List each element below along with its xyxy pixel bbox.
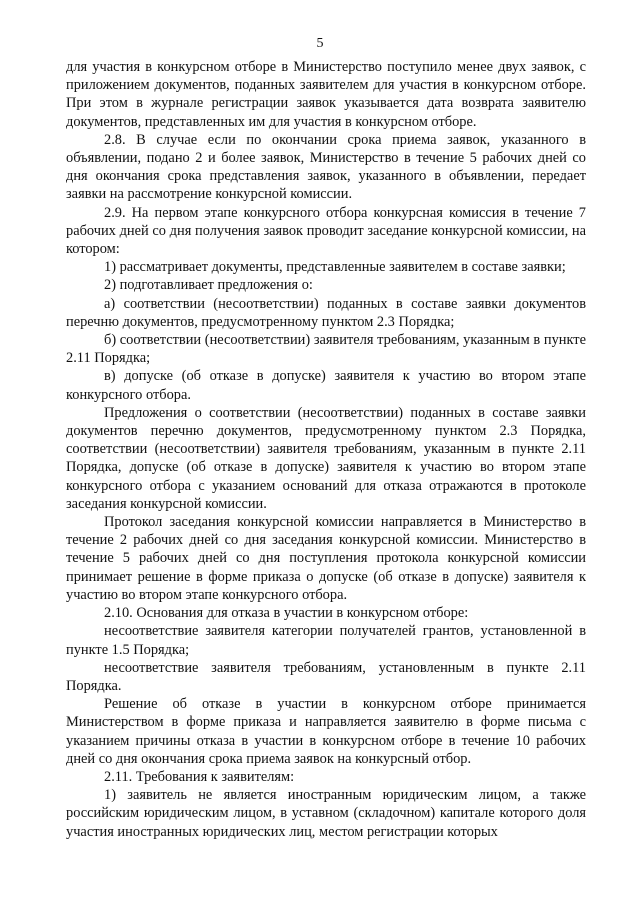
paragraph: для участия в конкурсном отборе в Министерство поступило менее двух заявок, с приложением документов, поданных заявителем для участия в конкурсном отборе. При этом в журнале регистрации заявок указывается дата возврата заявителю документов, представленных им для участия в конкурсном отборе.	[66, 59, 586, 130]
paragraph: несоответствие заявителя категории получателей грантов, установленной в пункте 1.5 Порядка;	[66, 623, 586, 658]
page-number: 5	[316, 36, 324, 51]
paragraph: 2.10. Основания для отказа в участии в конкурсном отборе:	[104, 605, 469, 622]
paragraph: 2.9. На первом этапе конкурсного отбора конкурсная комиссия в течение 7 рабочих дней со дня получения заявок проводит заседание конкурсной комиссии, на котором:	[66, 204, 586, 258]
paragraph: Решение об отказе в участии в конкурсном отборе принимается Министерством в форме приказа и направляется заявителю в форме письма с указанием причины отказа в участии в конкурсном отборе в течение 10 рабочих дней со дня окончания срока приема заявок на конкурсный отбор.	[66, 696, 586, 767]
paragraph: в) допуске (об отказе в допуске) заявителя к участию во втором этапе конкурсного отбора.	[66, 368, 586, 403]
paragraph: б) соответствии (несоответствии) заявителя требованиям, указанным в пункте 2.11 Порядка;	[66, 332, 586, 367]
paragraph: Протокол заседания конкурсной комиссии направляется в Министерство в течение 2 рабочих дней со дня заседания конкурсной комиссии. Министерство в течение 5 рабочих дней со дня поступления протокола конкурсной комиссии принимает решение в форме приказа о допуске (об отказе в допуске) заявителя к участию во втором этапе конкурсного отбора.	[66, 514, 586, 603]
paragraph: 1) заявитель не является иностранным юридическим лицом, а также российским юридическим лицом, в уставном (складочном) капитале которого доля участия иностранных юридических лиц, местом регистрации которых	[66, 787, 586, 840]
paragraph: 2.8. В случае если по окончании срока приема заявок, указанного в объявлении, подано 2 и более заявок, Министерство в течение 5 рабочих дней со дня окончания срока представления заявок, указанного в объявлении, передает заявки на рассмотрение конкурсной комиссии.	[66, 131, 586, 203]
document-body	[66, 58, 586, 841]
paragraph: 2.11. Требования к заявителям:	[104, 768, 295, 785]
paragraph: 1) рассматривает документы, представленные заявителем в составе заявки;	[104, 259, 566, 276]
paragraph: несоответствие заявителя требованиям, установленным в пункте 2.11 Порядка.	[66, 659, 586, 694]
paragraph: Предложения о соответствии (несоответствии) поданных в составе заявки документов перечню документов, предусмотренному пунктом 2.3 Порядка, соответствии (несоответствии) заявителя требованиям, указанным в пункте 2.11 Порядка, допуске (об отказе в допуске) заявителя к участию во втором этапе конкурсного отбора с указанием оснований для отказа отражаются в протоколе заседания конкурсной комиссии.	[66, 404, 586, 512]
paragraph: 2) подготавливает предложения о:	[104, 277, 313, 294]
paragraph: а) соответствии (несоответствии) поданных в составе заявки документов перечню документов, предусмотренному пунктом 2.3 Порядка;	[66, 295, 586, 330]
